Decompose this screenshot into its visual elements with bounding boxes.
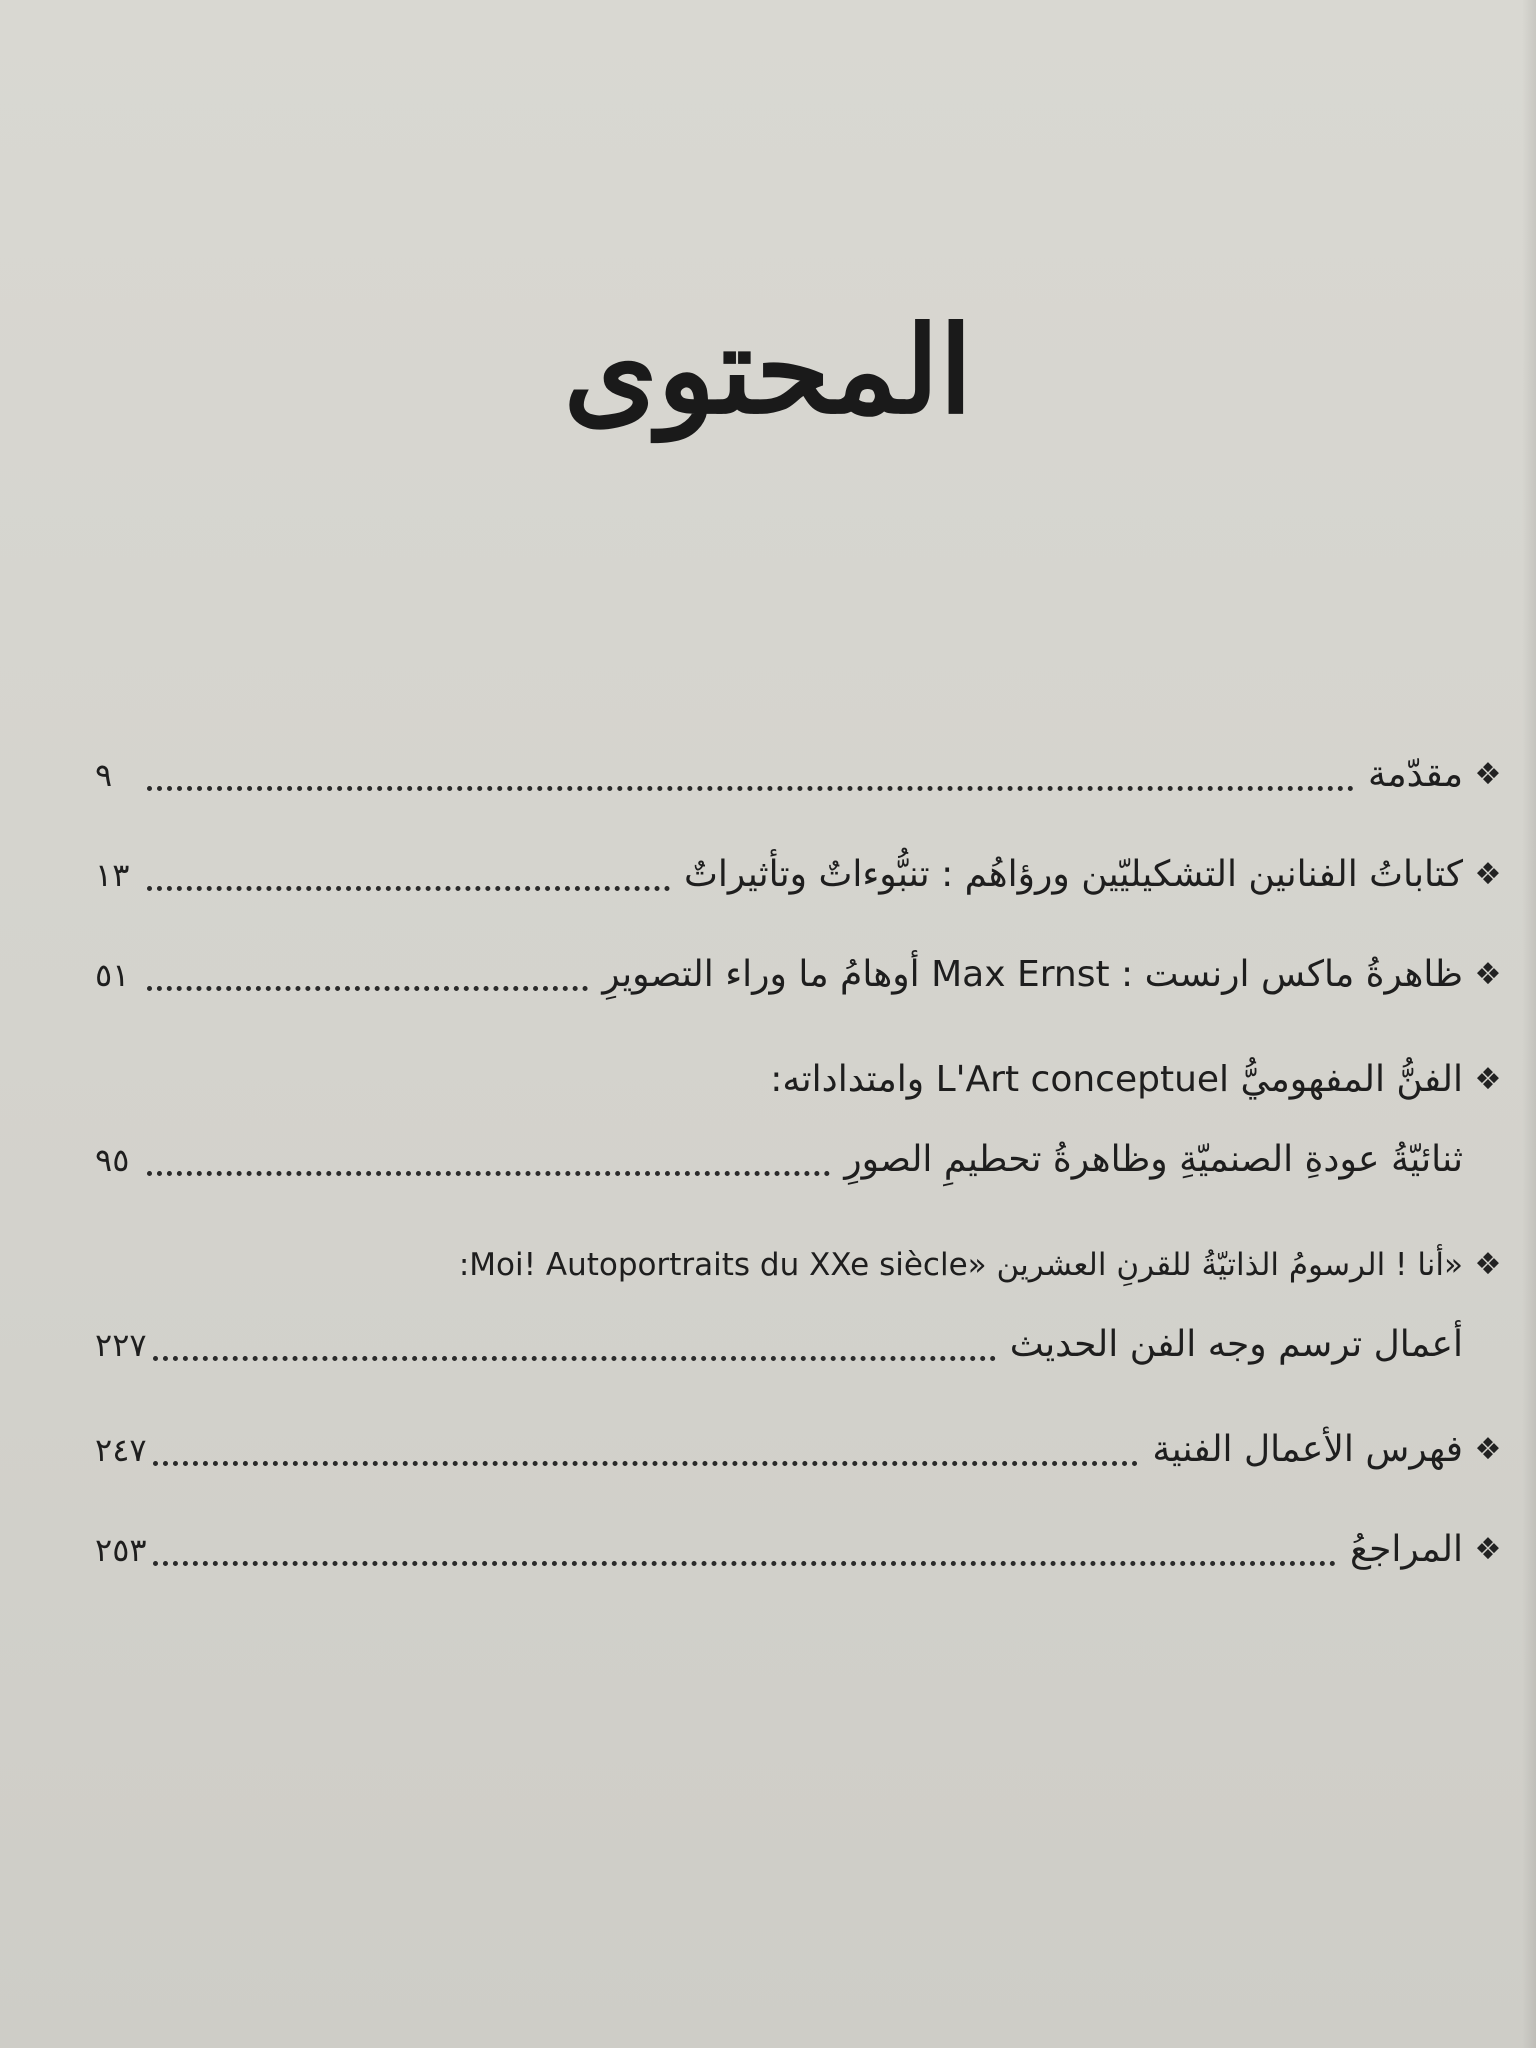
diamond-bullet-icon: ❖: [1474, 857, 1502, 892]
toc-entry-title: «أنا ! الرسومُ الذاتيّةُ للقرنِ العشرين «Moi! Autoportraits du XXe siècle:: [458, 1247, 1463, 1283]
toc-entry-title: كتاباتُ الفنانين التشكيليّين ورؤاهُم : تنبُّوءاتٌ وتأثيراتٌ: [684, 854, 1463, 895]
toc-entry-title: ثنائيّةُ عودةِ الصنميّةِ وظاهرةُ تحطيمِ الصورِ: [844, 1139, 1463, 1180]
toc-entry: [95, 1235, 1505, 1295]
diamond-bullet-icon: ❖: [1474, 757, 1502, 792]
toc-entry-continuation: [95, 1130, 1505, 1190]
toc-entry-page: ٩٥: [95, 1141, 130, 1179]
toc-entry-title: مقدّمة: [1368, 754, 1463, 795]
diamond-bullet-icon: ❖: [1474, 957, 1502, 992]
toc-entry: [95, 845, 1505, 905]
toc-entry: [95, 1050, 1505, 1110]
toc-entry-title: المراجعُ: [1349, 1529, 1463, 1570]
toc-entry-title: الفنُّ المفهوميُّ L'Art conceptuel وامتداداته:: [770, 1059, 1463, 1100]
toc-entry-continuation: [95, 1315, 1505, 1375]
toc-entry: [95, 745, 1505, 805]
toc-entry-page: ٢٤٧: [95, 1431, 147, 1469]
dot-leader: [147, 786, 1354, 791]
dot-leader: [153, 1561, 1336, 1566]
toc-entry: [95, 1520, 1505, 1580]
toc-entry-title: فهرس الأعمال الفنية: [1152, 1429, 1463, 1470]
toc-entry-title: أعمال ترسم وجه الفن الحديث: [1009, 1324, 1463, 1365]
toc-entry-page: ٢٢٧: [95, 1326, 147, 1364]
diamond-bullet-icon: ❖: [1474, 1532, 1502, 1567]
toc-entry: [95, 945, 1505, 1005]
page-title: المحتوى: [563, 300, 973, 441]
toc-entry: [95, 1420, 1505, 1480]
toc-entry-page: ٩: [95, 756, 113, 794]
dot-leader: [153, 1461, 1139, 1466]
toc-entry-page: ٢٥٣: [95, 1531, 147, 1569]
diamond-bullet-icon: ❖: [1474, 1247, 1502, 1282]
dot-leader: [153, 1356, 996, 1361]
toc-entry-page: ١٣: [95, 856, 130, 894]
dot-leader: [147, 886, 670, 891]
toc-entry-page: ٥١: [95, 956, 130, 994]
dot-leader: [147, 1171, 830, 1176]
dot-leader: [147, 986, 588, 991]
toc-entry-title: ظاهرةُ ماكس ارنست : Max Ernst أوهامُ ما وراء التصويرِ: [602, 954, 1463, 995]
diamond-bullet-icon: ❖: [1474, 1432, 1502, 1467]
diamond-bullet-icon: ❖: [1474, 1062, 1502, 1097]
